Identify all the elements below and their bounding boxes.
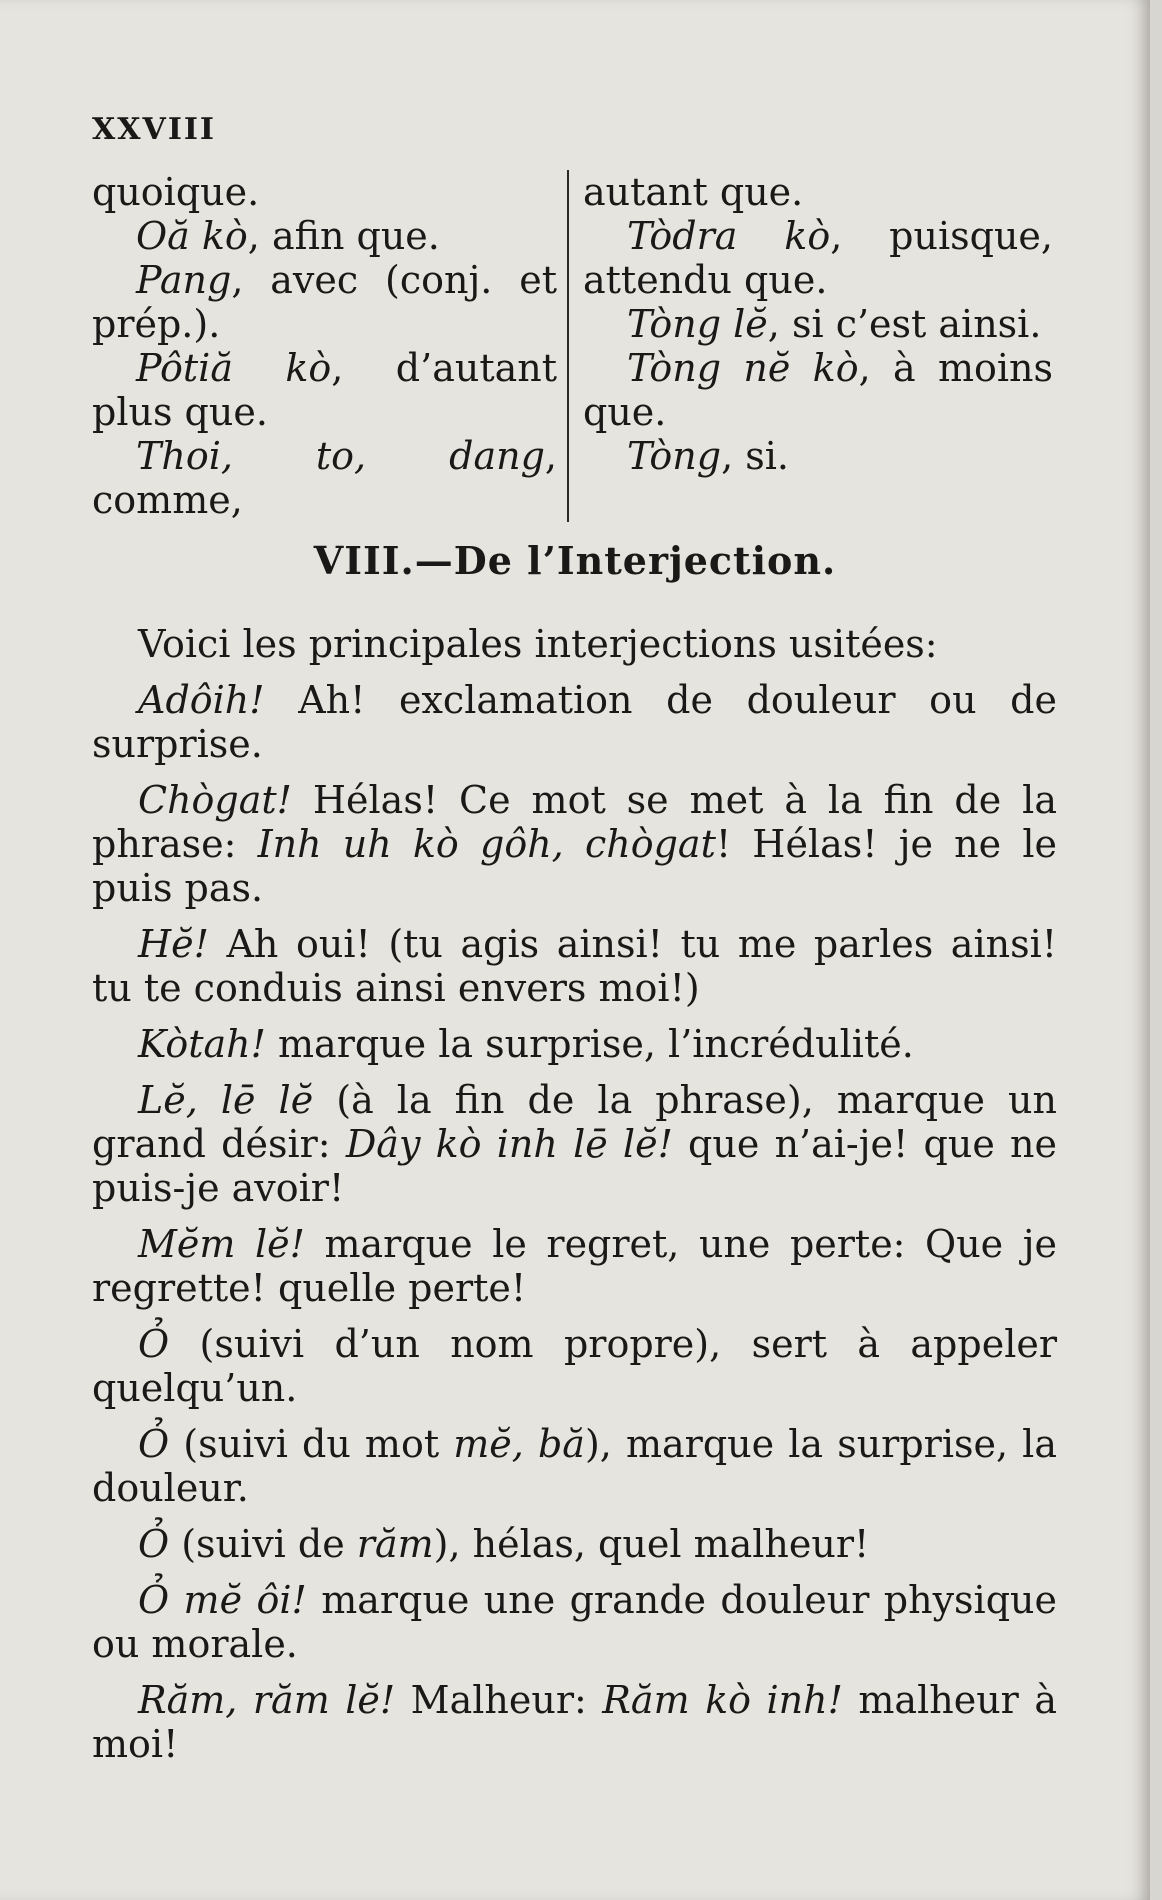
entry-o-me-ba	[92, 1422, 1057, 1510]
left-entry-4	[92, 434, 557, 522]
right-entry-2-text: , si c’est ainsi.	[767, 302, 1042, 346]
entry-text: ), hélas, quel malheur!	[433, 1522, 870, 1566]
conjunction-columns	[92, 170, 1057, 522]
entry-text: marque le regret, une perte: Que je regrette! quelle perte!	[92, 1222, 1058, 1310]
left-entry-1-text: , afin que.	[247, 214, 440, 258]
section-heading: VIII.—De l’Interjection.	[313, 538, 837, 583]
right-entry-2	[583, 302, 1053, 346]
right-entry-1	[583, 214, 1053, 302]
entry-term: Ỏ mĕ ôi!	[138, 1578, 307, 1622]
entry-term: Hĕ!	[138, 922, 209, 966]
right-line-1: autant que.	[583, 170, 804, 214]
entry-text: (suivi de	[169, 1522, 357, 1566]
entry-adoih	[92, 678, 1057, 766]
entry-o-ram	[92, 1522, 1057, 1566]
entry-text: ! Hélas! je ne le puis pas.	[92, 822, 1057, 910]
right-entry-3-text: , à moins que.	[583, 346, 1053, 434]
entry-mem-le	[92, 1222, 1057, 1310]
entry-term: Ỏ	[138, 1522, 170, 1566]
entry-ram	[92, 1678, 1057, 1766]
entry-text: Ah oui! (tu agis ainsi! tu me parles ainsi! tu te conduis ainsi envers moi!)	[92, 922, 1057, 1010]
entry-term: Răm, răm lĕ!	[138, 1678, 396, 1722]
entry-text: malheur à moi!	[92, 1678, 1057, 1766]
entry-text: (suivi du mot	[169, 1422, 454, 1466]
right-entry-1-text: , puisque, attendu que.	[583, 214, 1054, 302]
entry-text: Malheur:	[395, 1678, 603, 1722]
entry-example: Răm kò inh!	[602, 1678, 843, 1722]
entry-term: Kòtah!	[138, 1022, 266, 1066]
right-entry-4-term: Tòng	[627, 434, 722, 478]
entry-example: mĕ, bă	[453, 1422, 585, 1466]
left-entry-1-term: Oă kò	[136, 214, 248, 258]
entry-le	[92, 1078, 1057, 1210]
entry-text: que n’ai-je! que ne puis-je avoir!	[92, 1122, 1057, 1210]
entry-text: (suivi d’un nom propre), sert à appeler quelqu’un.	[92, 1322, 1057, 1410]
entry-chogat	[92, 778, 1057, 910]
entry-example: Inh uh kò gôh, chògat	[257, 822, 716, 866]
entry-kotah	[92, 1022, 1057, 1066]
right-entry-2-term: Tòng lĕ	[627, 302, 768, 346]
entry-text: marque la surprise, l’incrédulité.	[265, 1022, 914, 1066]
entry-term: Ỏ	[138, 1322, 170, 1366]
entry-he	[92, 922, 1057, 1010]
entry-text: (à la fin de la phrase), marque un grand désir:	[92, 1078, 1057, 1166]
left-entry-3-text: , d’autant plus que.	[92, 346, 557, 434]
entry-o-me-oi	[92, 1578, 1057, 1666]
left-entry-2-term: Pang	[136, 258, 232, 302]
entry-term: Lĕ, lē lĕ	[138, 1078, 314, 1122]
right-entry-3-term: Tòng nĕ kò	[627, 346, 859, 390]
left-entry-4-term: Thoi, to, dang	[136, 434, 545, 478]
entry-term: Mĕm lĕ!	[138, 1222, 305, 1266]
left-entry-4-text: , comme,	[92, 434, 557, 522]
left-entry-2-text: , avec (conj. et prép.).	[92, 258, 557, 346]
page-number: XXVIII	[92, 112, 216, 147]
right-entry-4	[583, 434, 1053, 478]
entry-text: Ah! exclamation de douleur ou de surprise.	[92, 678, 1057, 766]
left-line-1: quoique.	[92, 170, 260, 214]
left-column	[92, 170, 567, 522]
entry-example: răm	[356, 1522, 434, 1566]
entry-text: ), marque la surprise, la douleur.	[92, 1422, 1057, 1510]
left-entry-3-term: Pôtiă kò	[136, 346, 332, 390]
left-entry-3	[92, 346, 557, 434]
entry-example: Dây kò inh lē lĕ!	[345, 1122, 673, 1166]
left-entry-1	[92, 214, 557, 258]
left-entry-2	[92, 258, 557, 346]
entry-text: marque une grande douleur physique ou morale.	[92, 1578, 1057, 1666]
entry-text: Hélas! Ce mot se met à la fin de la phrase:	[92, 778, 1057, 866]
right-entry-3	[583, 346, 1053, 434]
entry-term: Ỏ	[138, 1422, 170, 1466]
right-entry-1-term: Tòdra kò	[627, 214, 831, 258]
right-column	[567, 170, 1053, 522]
interjection-list	[92, 622, 1057, 1778]
right-entry-4-text: , si.	[721, 434, 789, 478]
intro-text: Voici les principales interjections usitées:	[138, 622, 938, 666]
entry-o-name	[92, 1322, 1057, 1410]
entry-term: Adôih!	[138, 678, 265, 722]
entry-term: Chògat!	[138, 778, 292, 822]
